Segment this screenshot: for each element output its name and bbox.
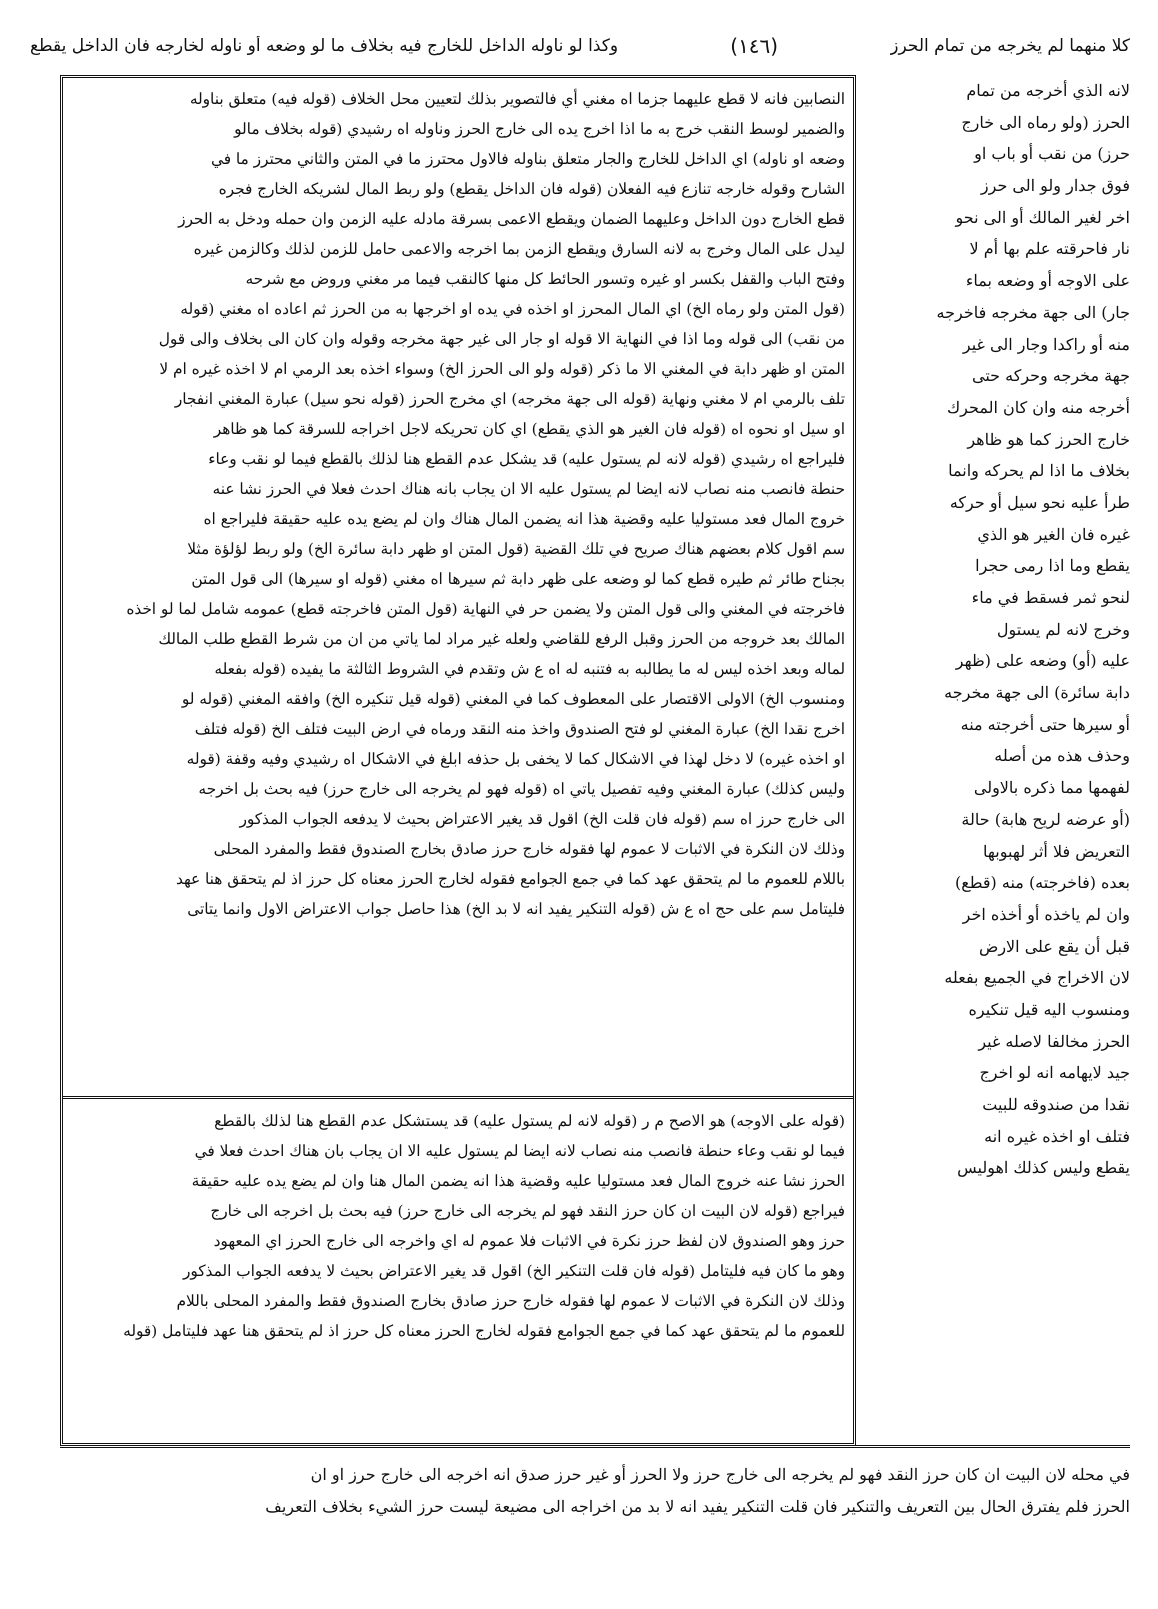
matn-line: منه أو راكدا وجار الى غير <box>962 334 1130 354</box>
main-commentary-line: حنطة فانصب منه نصاب لانه ايضا لم يستول عليه الا ان يجاب بانه هناك احدث فعلا في الحرز نشا عنه <box>212 480 845 498</box>
matn-line: وحذف هذه من أصله <box>994 746 1130 766</box>
matn-line: غيره فان الغير هو الذي <box>977 524 1130 544</box>
lower-commentary-line: (قوله على الاوجه) هو الاصح م ر (قوله لانه لم يستول عليه) قد يستشكل عدم القطع هنا لذلك بالقطع <box>214 1112 845 1130</box>
commentary-frame <box>60 75 856 1446</box>
matn-line: جار) الى جهة مخرجه فاخرجه <box>936 302 1130 322</box>
main-commentary-line: وفتح الباب والقفل بكسر او غيره وتسور الحائط كل منها كالنقب فيما مر مغني وروض مع شرحه <box>245 270 845 288</box>
matn-line: التعريض فلا أثر لهبوبها <box>983 841 1130 861</box>
matn-line: ومنسوب اليه قيل تنكيره <box>968 999 1130 1019</box>
lower-commentary-line: الحرز نشا عنه خروج المال فعد مستوليا عليه وقضية هذا انه يضمن المال هنا وان لم يضع يده عليه حقيقة <box>191 1172 845 1190</box>
matn-line: أخرجه منه وان كان المحرك <box>946 397 1130 417</box>
matn-line: وخرج لانه لم يستول <box>996 619 1130 639</box>
matn-line: جهة مخرجه وحركه حتى <box>972 366 1130 386</box>
main-commentary-line: بجناح طائر ثم طيره قطع كما لو وضعه على ظهر دابة ثم سيرها اه مغني (قوله او سيرها) الى قول المتن <box>191 570 845 588</box>
main-commentary-line: باللام للعموم ما لم يتحقق عهد كما في جمع الجوامع فقوله لخارج الحرز معناه كل حرز اذ لم يتحقق هنا عهد <box>175 870 845 888</box>
matn-line: بخلاف ما اذا لم يحركه وانما <box>948 461 1130 481</box>
matn-line: عليه (أو) وضعه على (ظهر <box>955 651 1130 671</box>
matn-line: نقدا من صندوقه للبيت <box>982 1095 1130 1114</box>
main-commentary-line: فليراجع اه رشيدي (قوله لانه لم يستول عليه) قد يشكل عدم القطع هنا لذلك بالقطع فيما لو نقب وعاء <box>208 450 845 468</box>
matn-line: وان لم ياخذه أو أخذه اخر <box>962 904 1130 924</box>
matn-line: طرأ عليه نحو سيل أو حركه <box>949 492 1130 512</box>
main-commentary-line: المالك بعد خروجه من الحرز وقبل الرفع للقاضي ولعله غير مراد لما ياتي من ان من شرط القطع طلب المالك <box>158 630 845 648</box>
lower-commentary <box>71 1106 845 1346</box>
matn-line: لانه الذي أخرجه من تمام <box>966 81 1130 100</box>
matn-line: يقطع وليس كذلك اهوليس <box>957 1158 1130 1178</box>
footer-line: في محله لان البيت ان كان حرز النقد فهو لم يخرجه الى خارج حرز ولا الحرز أو غير حرز صدق انه اخرجه الى خارج حرز او ان <box>310 1465 1130 1484</box>
header-right-text: كلا منهما لم يخرجه من تمام الحرز <box>890 36 1130 56</box>
main-commentary-line: الشارح وقوله خارجه تنازع فيه الفعلان (قوله فان الداخل يقطع) ولو ربط المال لشريكه الخارج فجره <box>218 180 845 198</box>
page-header <box>30 28 1130 64</box>
matn-line: اخر لغير المالك أو الى نحو <box>955 207 1130 227</box>
lower-commentary-line: حرز وهو الصندوق لان لفظ حرز نكرة في الاثبات فلا عموم له اي واخرجه الى خارج الحرز اي المعهود <box>213 1232 845 1250</box>
matn-line: (أو عرضه لريح هابة) حالة <box>961 809 1130 829</box>
main-commentary-line: من نقب) الى قوله وما اذا في النهاية الا قوله او جار الى غير جهة مخرجه وقوله وان كان الى بخلاف والى قول <box>158 330 845 348</box>
matn-line: جيد لايهامه انه لو اخرج <box>979 1063 1130 1083</box>
matn-line: حرز) من نقب أو باب او <box>974 144 1130 164</box>
matn-line: نار فاحرقته علم بها أم لا <box>969 239 1130 259</box>
footer-notes <box>60 1445 1130 1523</box>
main-commentary <box>71 84 845 924</box>
matn-line: فتلف او اخذه غيره انه <box>984 1126 1130 1146</box>
main-commentary-line: خروج المال فعد مستوليا عليه وقضية هذا انه يضمن المال هناك وان لم يضع يده عليه حقيقة فليراجع اه <box>203 510 845 528</box>
page-number: (١٤٦) <box>730 34 779 58</box>
matn-line: الحرز مخالفا لاصله غير <box>978 1031 1130 1051</box>
main-commentary-line: والضمير لوسط النقب خرج به ما اذا اخرج يده الى خارج الحرز وناوله اه رشيدي (قوله بخلاف مالو <box>234 120 845 138</box>
lower-commentary-line: وهو ما كان فيه فليتامل (قوله فان قلت التنكير الخ) اقول قد يغير الاعتراض بحيث لا يدفعه الجواب المذكور <box>182 1262 845 1280</box>
main-commentary-line: الى خارج حرز اه سم (قوله فان قلت الخ) اقول قد يغير الاعتراض بحيث لا يدفعه الجواب المذكور <box>239 810 845 828</box>
matn-line: الحرز (ولو رماه الى خارج <box>961 112 1130 132</box>
main-commentary-line: فليتامل سم على حج اه ع ش (قوله التنكير يفيد انه لا بد الخ) هذا حاصل جواب الاعتراض الاول وانما يتاتى <box>187 900 845 918</box>
matn-line: بعده (فاخرجته) منه (قطع) <box>955 873 1130 893</box>
matn-line: يقطع وما اذا رمى حجرا <box>975 556 1130 576</box>
matn-line: لنحو ثمر فسقط في ماء <box>971 588 1130 607</box>
matn-line: لان الاخراج في الجميع بفعله <box>944 968 1130 988</box>
main-commentary-line: وليس كذلك) عبارة المغني وفيه تفصيل ياتي اه (قوله فهو لم يخرجه الى خارج حرز) فيه بحث بل اخرجه <box>198 780 845 798</box>
matn-line: على الاوجه أو وضعه بماء <box>965 271 1130 291</box>
header-left-text: وكذا لو ناوله الداخل للخارج فيه بخلاف ما لو وضعه أو ناوله لخارجه فان الداخل يقطع <box>30 36 619 56</box>
matn-line: أو سيرها حتى أخرجته منه <box>960 714 1130 734</box>
footer-rule <box>60 1445 1130 1448</box>
main-commentary-line: فاخرجته في المغني والى قول المتن ولا يضمن حر في النهاية (قول المتن فاخرجته قطع) عمومه شامل لما لو اخذه <box>126 600 845 618</box>
lower-commentary-line: فيراجع (قوله لان البيت ان كان حرز النقد فهو لم يخرجه الى خارج حرز) فيه بحث بل اخرجه الى خارج <box>210 1202 845 1220</box>
matn-line: قبل أن يقع على الارض <box>978 936 1130 956</box>
lower-commentary-line: وذلك لان النكرة في الاثبات لا عموم لها فقوله خارج حرز صادق بخارج الصندوق فقط والمفرد المحلى باللام <box>176 1292 845 1310</box>
matn-line: فوق جدار ولو الى حرز <box>980 176 1130 196</box>
main-commentary-line: النصابين فانه لا قطع عليهما جزما اه مغني أي فالتصوير بذلك لتعيين محل الخلاف (قوله فيه) متعلق بناوله <box>189 90 845 108</box>
main-commentary-line: او سيل او نحوه اه (قوله فان الغير هو الذي يقطع) اي كان تحريكه لاجل اخراجه للسرقة كما هو ظاهر <box>213 420 845 438</box>
main-commentary-line: المتن او ظهر دابة في المغني الا ما ذكر (قوله ولو الى الحرز الخ) وسواء اخذه بعد الرمي ام لا اخذه غيره ام لا <box>159 360 845 378</box>
matn-column <box>868 75 1130 1440</box>
main-commentary-line: لماله وبعد اخذه ليس له ما يطالبه به فتنبه له اه ع ش وتقدم في الشروط الثالثة ما يفيده (قوله بفعله <box>214 660 845 678</box>
matn-line: خارج الحرز كما هو ظاهر <box>967 429 1130 449</box>
lower-commentary-line: فيما لو نقب وعاء حنطة فانصب منه نصاب لانه ايضا لم يستول عليه الا ان يجاب بان هناك احدث فعلا في <box>194 1142 845 1160</box>
main-commentary-line: سم اقول كلام بعضهم هناك صريح في تلك القضية (قول المتن او ظهر دابة سائرة الخ) ولو ربط لؤلؤة مثلا <box>187 540 845 558</box>
lower-commentary-line: للعموم ما لم يتحقق عهد كما في جمع الجوامع فقوله لخارج الحرز معناه كل حرز اذ لم يتحقق هنا عهد فليتامل (قوله <box>123 1322 845 1340</box>
main-commentary-line: تلف بالرمي ام لا مغني ونهاية (قوله الى جهة مخرجه) اي مخرج الحرز (قوله نحو سيل) عبارة المغني انفجار <box>174 390 845 408</box>
main-commentary-line: وضعه او ناوله) اي الداخل للخارج والجار متعلق بناوله فالاول محترز ما في المتن والثاني محترز ما في <box>210 150 845 168</box>
commentary-divider <box>63 1096 853 1099</box>
matn-line: لفهمها مما ذكره بالاولى <box>973 778 1130 798</box>
main-commentary-line: ومنسوب الخ) الاولى الاقتصار على المعطوف كما في المغني (قوله قيل تنكيره الخ) وافقه المغني (قوله لو <box>181 690 845 708</box>
footer-lines <box>60 1445 1130 1523</box>
matn-line <box>868 1184 1130 1216</box>
main-commentary-line: او اخذه غيره) لا دخل لهذا في الاشكال كما لا يخفى بل حذفه ابلغ في الاشكال اه رشيدي وفيه وقفة (قوله <box>186 750 845 768</box>
matn-line: دابة سائرة) الى جهة مخرجه <box>944 683 1130 703</box>
main-commentary-line: قطع الخارج دون الداخل وعليهما الضمان ويقطع الاعمى بسرقة مادله عليه الزمن وان حمله ودخل به الحرز <box>178 210 845 228</box>
footer-line: الحرز فلم يفترق الحال بين التعريف والتنكير فان قلت التنكير يفيد انه لا بد من اخراجه الى مضيعة ليست حرز الشيء بخلاف التعريف <box>265 1497 1130 1516</box>
main-commentary-line: ليدل على المال وخرج به لانه السارق ويقطع الزمن بما اخرجه والاعمى حامل للزمن لذلك وكالزمن غيره <box>193 240 845 258</box>
main-commentary-line: (قول المتن ولو رماه الخ) اي المال المحرز او اخذه في يده او اخرجها به من الحرز ثم اعاده اه مغني (قوله <box>180 300 845 318</box>
main-commentary-line: وذلك لان النكرة في الاثبات لا عموم لها فقوله خارج حرز صادق بخارج الصندوق فقط والمفرد المحلى <box>213 840 845 858</box>
main-commentary-line: اخرج نقدا الخ) عبارة المغني لو فتح الصندوق واخذ منه النقد ورماه في ارض البيت فتلف الخ (قوله فتلف <box>194 720 845 738</box>
